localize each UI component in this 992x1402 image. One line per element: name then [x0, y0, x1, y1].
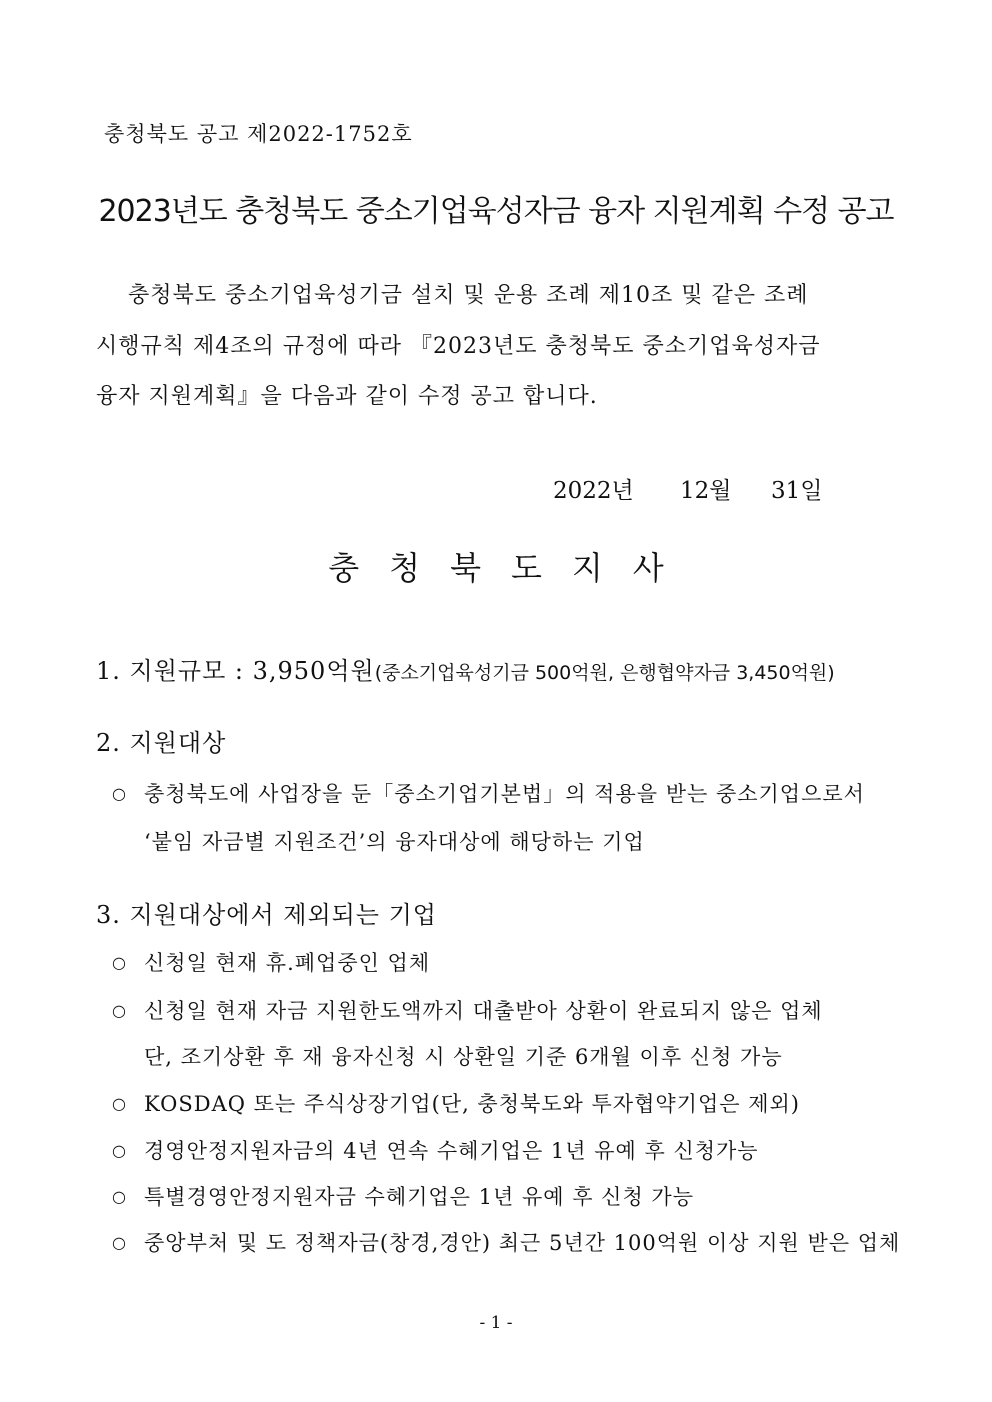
date-year: 2022년	[553, 478, 634, 504]
page-number: - 1 -	[479, 1313, 513, 1333]
excluded-item-text: 경영안정지원자금의 4년 연속 수혜기업은 1년 유예 후 신청가능	[144, 1139, 759, 1163]
scale-detail-text: (중소기업육성기금 500억원, 은행협약자금 3,450억원)	[374, 662, 835, 684]
list-item	[112, 995, 823, 1025]
excluded-item-continued: 단, 조기상환 후 재 융자신청 시 상환일 기준 6개월 이후 신청 가능	[144, 1045, 783, 1069]
excluded-item-text: 중앙부처 및 도 정책자금(창경,경안) 최근 5년간 100억원 이상 지원 받은 업체	[144, 1231, 901, 1255]
document-title: 2023년도 충청북도 중소기업육성자금 융자 지원계획 수정 공고	[98, 194, 894, 229]
excluded-item-text: 특별경영안정지원자금 수혜기업은 1년 유예 후 신청 가능	[144, 1185, 694, 1209]
bullet-circle-icon: ○	[112, 953, 127, 972]
intro-line: 융자 지원계획』을 다음과 같이 수정 공고 합니다.	[96, 384, 598, 409]
list-item	[112, 778, 865, 808]
bullet-circle-icon: ○	[112, 784, 127, 803]
scale-heading-text: 1. 지원규모 : 3,950억원	[96, 657, 375, 685]
issuer-name: 충청북도지사	[328, 549, 694, 587]
list-item	[112, 947, 430, 977]
excluded-item-text: 신청일 현재 휴.폐업중인 업체	[144, 951, 431, 975]
list-item	[112, 1227, 900, 1257]
intro-line: 충청북도 중소기업육성기금 설치 및 운용 조례 제10조 및 같은 조례	[128, 283, 809, 308]
target-line-continued: ‘붙임 자금별 지원조건’의 융자대상에 해당하는 기업	[144, 830, 645, 854]
bullet-circle-icon: ○	[112, 1233, 127, 1252]
excluded-item-text: 신청일 현재 자금 지원한도액까지 대출받아 상환이 완료되지 않은 업체	[144, 999, 823, 1023]
section-scale-heading	[96, 651, 835, 686]
list-item	[112, 1181, 694, 1211]
intro-line: 시행규칙 제4조의 규정에 따라 『2023년도 충청북도 중소기업육성자금	[96, 334, 821, 359]
list-item	[112, 1135, 759, 1165]
excluded-item-text: KOSDAQ 또는 주식상장기업(단, 충청북도와 투자협약기업은 제외)	[144, 1092, 800, 1116]
bullet-circle-icon: ○	[112, 1187, 127, 1206]
section-excluded-heading: 3. 지원대상에서 제외되는 기업	[96, 901, 437, 929]
notice-number: 충청북도 공고 제2022-1752호	[104, 122, 413, 146]
bullet-circle-icon: ○	[112, 1094, 127, 1113]
date-day: 31일	[771, 478, 823, 504]
bullet-circle-icon: ○	[112, 1001, 127, 1020]
target-line: 충청북도에 사업장을 둔「중소기업기본법」의 적용을 받는 중소기업으로서	[144, 782, 865, 806]
date-month: 12월	[680, 478, 732, 504]
section-target-heading: 2. 지원대상	[96, 729, 227, 757]
bullet-circle-icon: ○	[112, 1141, 127, 1160]
list-item	[112, 1088, 800, 1118]
